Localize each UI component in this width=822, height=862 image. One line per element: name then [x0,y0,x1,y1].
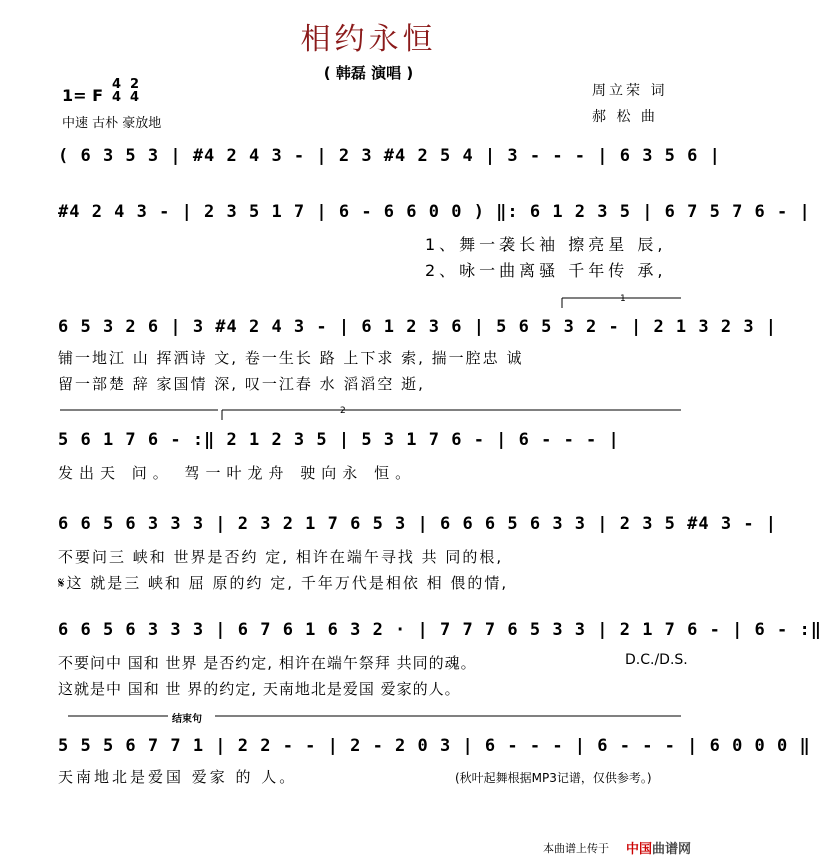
lyric-verse2-b: 留一部楚 辞 家国情 深, 叹一江春 水 滔滔空 逝, [58,375,425,393]
score-line-3: 6 5 3 2 6 | 3 #4 2 4 3 - | 6 1 2 3 6 | 5 6 5 3 2 - | 2 1 3 2 3 | [58,317,778,337]
lyric-ending: 天南地北是爱国 爱家 的 人。 [58,768,298,786]
tempo-marking: 中速 古朴 豪放地 [62,116,162,131]
transcriber-note: (秋叶起舞根据MP3记谱，仅供参考。) [455,771,652,785]
score-line-7: 5 5 5 6 7 7 1 | 2 2 - - | 2 - 2 0 3 | 6 - - - | 6 - - - | 6 0 0 0 ‖ [58,736,811,756]
score-line-6: 6 6 5 6 3 3 3 | 6 7 6 1 6 3 2 · | 7 7 7 6 5 3 3 | 2 1 7 6 - | 6 - :‖ [58,620,822,640]
time-signature-2: 2 4 [130,77,140,105]
lyric-chorus-b: 𝄋这 就是三 峡和 屈 原的约 定, 千年万代是相依 相 偎的情, [58,574,509,592]
performer-subtitle: ( 韩磊 演唱 ) [323,64,414,82]
score-line-1: ( 6 3 5 3 | #4 2 4 3 - | 2 3 #4 2 5 4 | 3 - - - | 6 3 5 6 | [58,146,721,166]
lyric-line-ending: 发出天 问。 驾一叶龙舟 驶向永 恒。 [58,464,417,482]
lyric-chorus-c: 不要问中 国和 世界 是否约定, 相许在端午祭拜 共同的魂。 [58,654,477,672]
lyric-verse1-a: 1、舞一袭长袖 擦亮星 辰, [425,235,667,254]
volta-1-label: 1 [620,294,626,304]
lyricist-credit: 周立荣 词 [592,83,668,99]
volta-2-label: 2 [340,406,346,416]
lyric-verse1-b: 铺一地江 山 挥洒诗 文, 卷一生长 路 上下求 索, 揣一腔忠 诚 [58,349,524,367]
song-title: 相约永恒 [300,22,437,57]
lyric-verse2-a: 2、咏一曲离骚 千年传 承, [425,261,667,280]
key-signature: 1= F [62,86,104,105]
upload-credit: 本曲谱上传于 [543,842,609,855]
ending-section-label: 结束句 [172,714,202,725]
dc-ds-marking: D.C./D.S. [625,652,688,668]
score-line-2: #4 2 4 3 - | 2 3 5 1 7 | 6 - 6 6 0 0 ) ‖: 6 1 2 3 5 | 6 7 5 7 6 - | [58,202,811,222]
lyric-chorus-d: 这就是中 国和 世 界的约定, 天南地北是爱国 爱家的人。 [58,680,461,698]
lyric-chorus-a: 不要问三 峡和 世界是否约 定, 相许在端午寻找 共 同的根, [58,548,504,566]
score-line-5: 6 6 5 6 3 3 3 | 2 3 2 1 7 6 5 3 | 6 6 6 5 6 3 3 | 2 3 5 #4 3 - | [58,514,778,534]
score-line-4: 5 6 1 7 6 - :‖ 2 1 2 3 5 | 5 3 1 7 6 - | 6 - - - | [58,430,620,450]
site-logo: 中国曲谱网 [626,842,692,857]
time-signature-1: 4 4 [112,77,122,105]
composer-credit: 郝 松 曲 [592,109,658,125]
